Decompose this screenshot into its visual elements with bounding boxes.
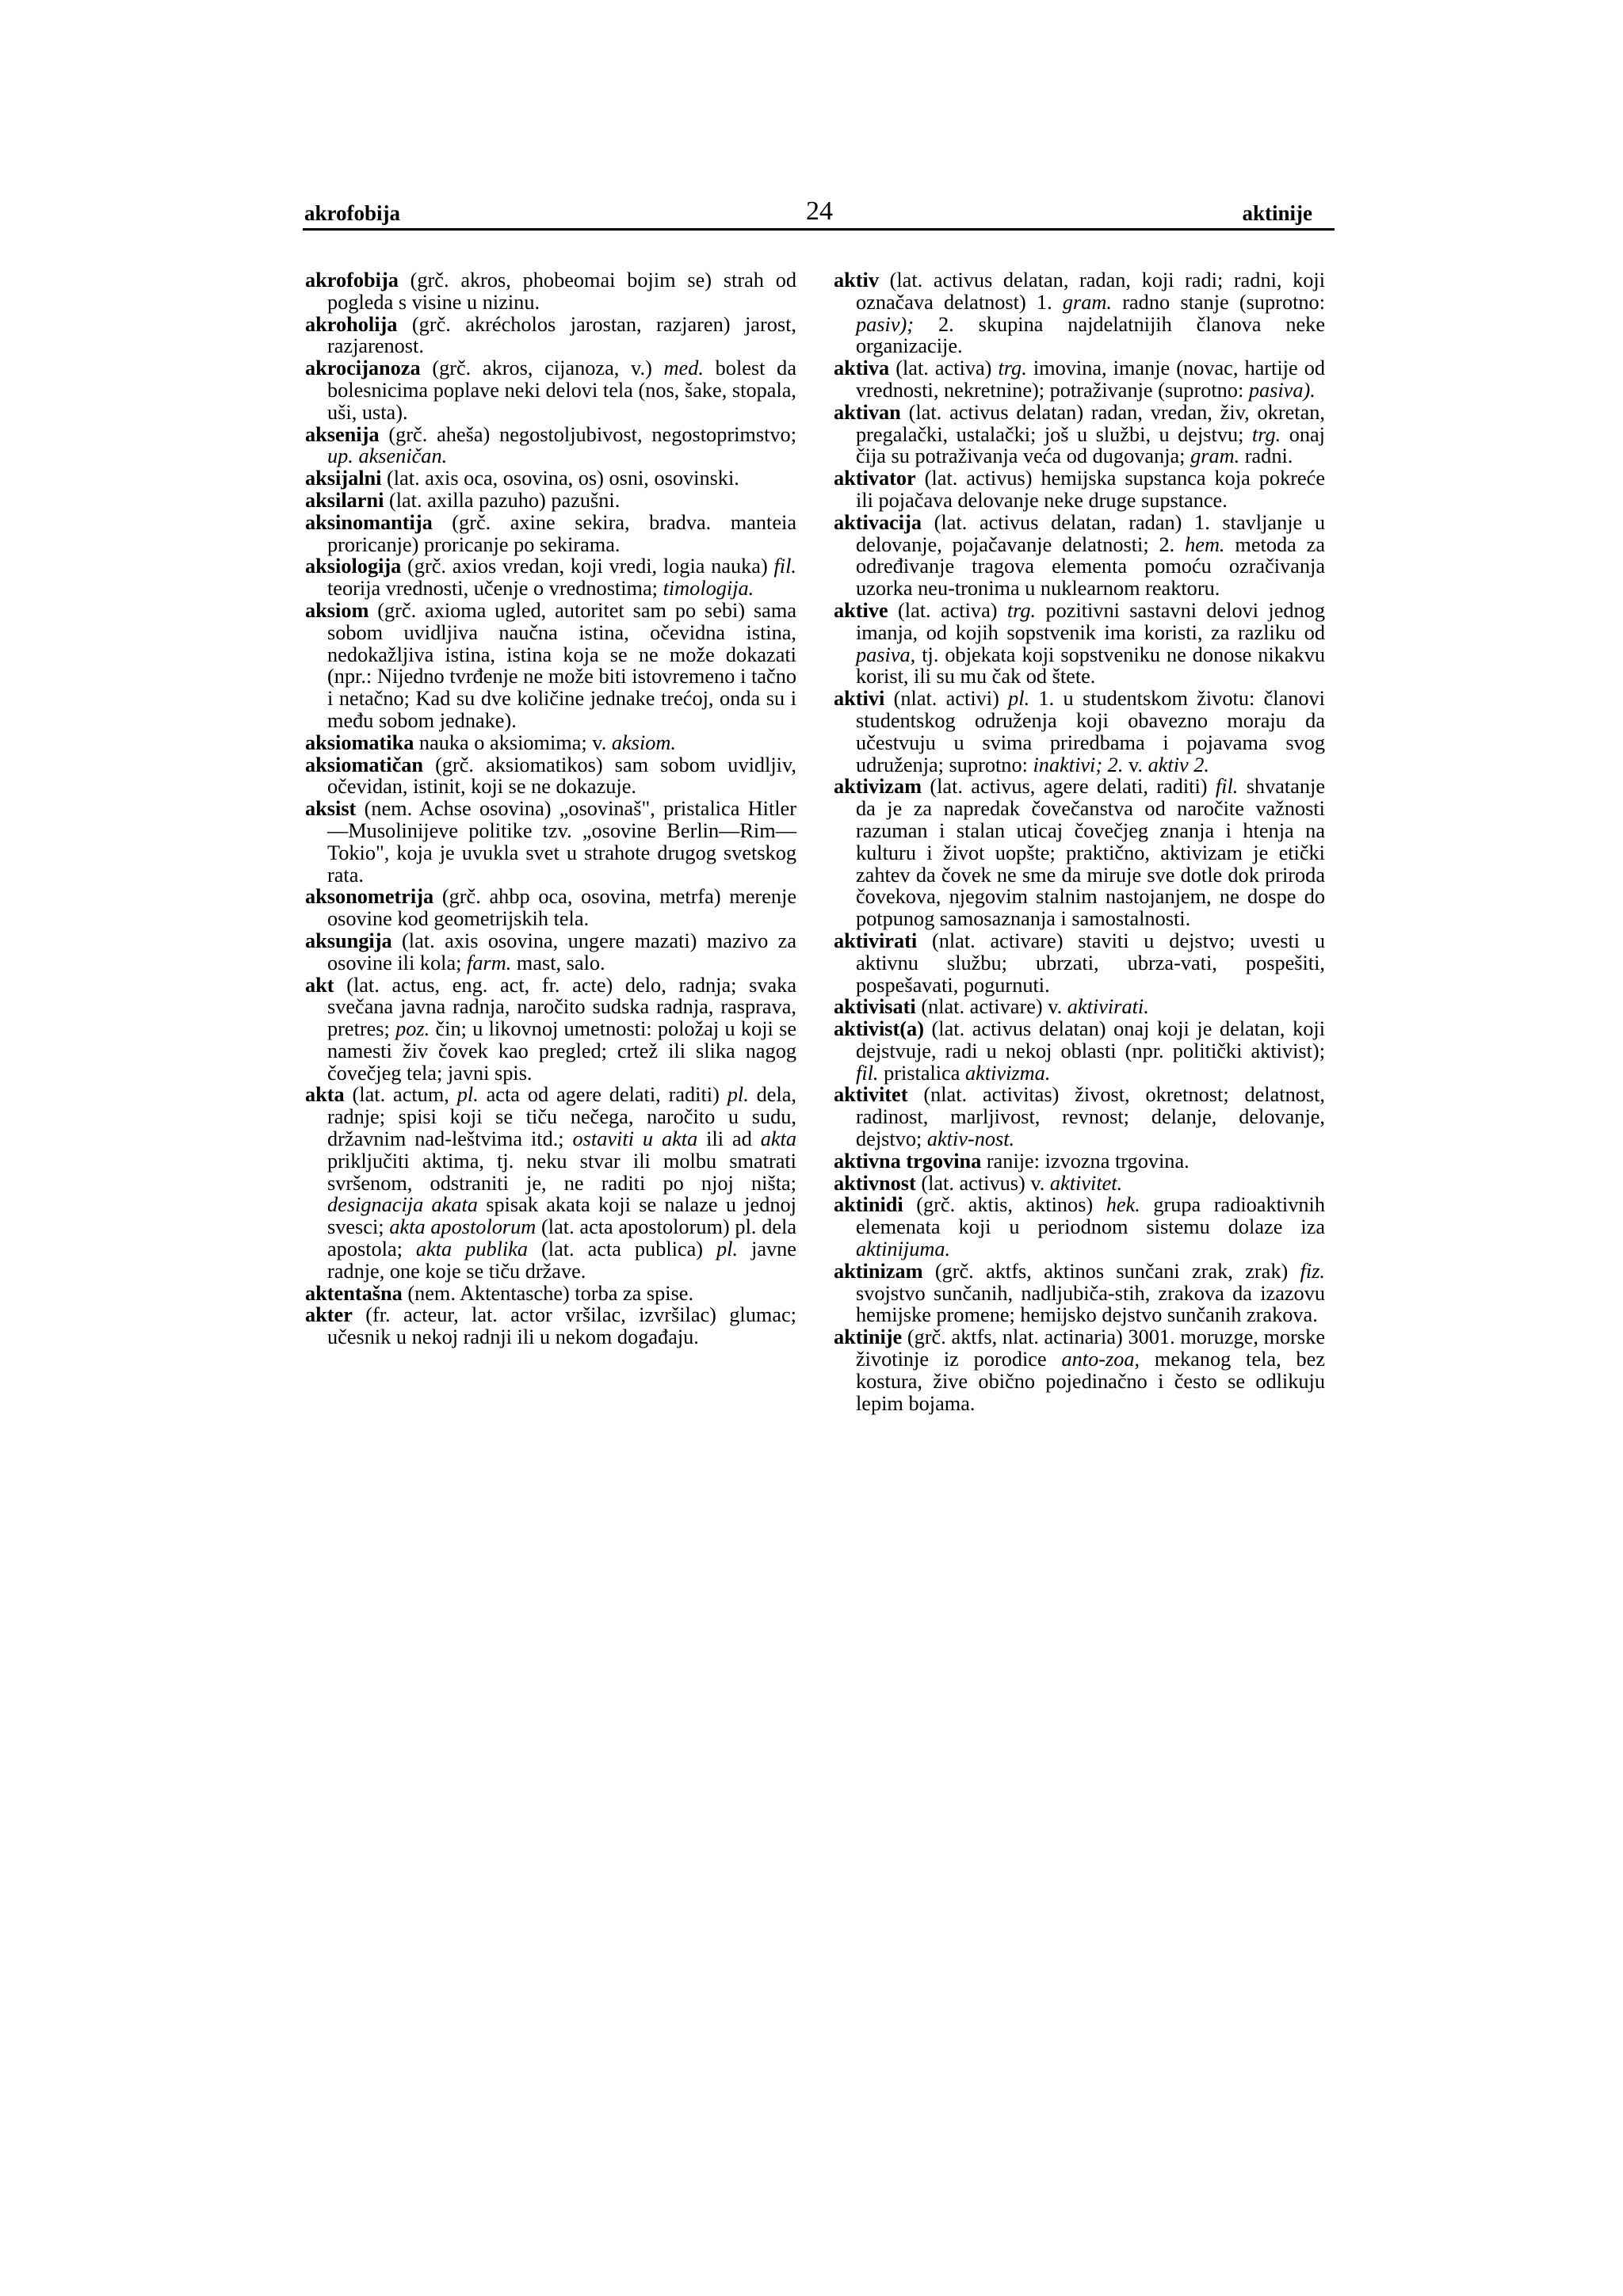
dictionary-entry [834,600,1325,688]
dictionary-entry [834,1084,1325,1150]
italic-text: poz. [395,1017,430,1041]
headword: aksinomantija [305,510,433,534]
headword: aktinije [834,1325,903,1349]
definition-text: (grč. axios vredan, koji vredi, logia nauka) [401,555,774,578]
italic-text: aktivitet. [1049,1171,1123,1195]
definition-text: nauka o aksiomima; v. [414,730,612,754]
definition-text: (grč. aksiomatikos) sam sobom uvidljiv, očevidan, istinit, koji se ne dokazuje. [327,753,796,799]
headword: aktivi [834,687,885,711]
dictionary-entry [305,754,796,799]
dictionary-entry [834,512,1325,600]
headword: aktinidi [834,1193,903,1217]
italic-text: pasiv); [856,312,915,336]
definition-text: čin; u likovnoj umetnosti: položaj u koji se namesti živ čovek kao pregled; crtež ili slika nagog čovečjeg tela; javni spis. [327,1017,796,1085]
dictionary-entry [834,1261,1325,1326]
dictionary-entry [305,1283,796,1305]
italic-text: farm. [467,951,512,974]
headword: aktentašna [305,1281,403,1305]
italic-text: anto-zoa, [1061,1348,1140,1371]
definition-text: acta od agere delati, raditi) [478,1083,727,1107]
dictionary-entry [305,732,796,754]
dictionary-entry [834,402,1325,467]
definition-text: svojstvo sunčanih, nadljubiča-stih, zrakova da izazovu hemijske promene; hemijsko dejstvo sunčanih zrakova. [856,1281,1325,1327]
dictionary-entry [305,1304,796,1348]
italic-text: fiz. [1300,1259,1325,1283]
header-rule [303,228,1335,231]
right-column [834,269,1325,1414]
definition-text: (lat. activa) [888,598,1007,622]
italic-text: pl. [1008,687,1030,711]
dictionary-entry [305,798,796,886]
definition-text: v. [1123,753,1148,776]
definition-text: onaj čija su potraživanja veća od dugovanja; [856,422,1325,468]
headword: aksist [305,797,357,821]
definition-text: (lat. acta publica) [528,1238,717,1261]
headword: aksilarni [305,488,384,512]
definition-text: (lat. activus) v. [915,1171,1050,1195]
headword: aktivnost [834,1171,916,1195]
italic-text: aktivizma. [965,1061,1051,1085]
dictionary-entry [305,424,796,468]
definition-text: (lat. activa) [889,357,999,380]
italic-text: trg. [1251,422,1281,446]
headword: aksungija [305,929,392,952]
definition-text: (lat. axis oca, osovina, os) osni, osovinski. [381,467,739,490]
headword: aksiomatika [305,730,414,754]
definition-text: (grč. akrécholos jarostan, razjaren) jarost, razjarenost. [327,312,796,358]
definition-text: (grč. ahbp oca, osovina, metrfa) merenje osovine kod geometrijskih tela. [327,885,796,931]
italic-text: timologija. [663,577,754,601]
definition-text: (grč. axioma ugled, autoritet sam po sebi) sama sobom uvidljiva naučna istina, očevidna istina, nedokažljiva istina, istina koja se ne može dokazati (npr.: Nijedno tvrđenje ne može biti istovremeno i tačno i netačno; Kad su dve količine jednake trećoj, onda su i među sobom jednake). [327,598,796,732]
dictionary-entry [834,269,1325,357]
definition-text: (lat. axis osovina, ungere mazati) mazivo za osovine ili kola; [327,929,796,974]
italic-text: pl. [727,1083,749,1107]
definition-text: (lat. actum, [344,1083,457,1107]
headword: aktiva [834,357,890,380]
dictionary-entry [305,555,796,600]
dictionary-entry [305,512,796,556]
definition-text: (nlat. activare) v. [915,995,1067,1019]
italic-text: hek. [1106,1193,1140,1217]
dictionary-entry [834,688,1325,776]
dictionary-entry [834,996,1325,1018]
definition-text: (grč. akros, cijanoza, v.) [420,357,664,380]
headword: aksijalni [305,467,382,490]
italic-text: pasiva). [1248,378,1316,402]
italic-text: akta [760,1127,796,1151]
headword: aktivisati [834,995,916,1019]
header-first-entry: akrofobija [304,201,401,225]
dictionary-entry [305,600,796,732]
dictionary-entry [305,467,796,490]
definition-text: (lat. activus delatan, radan) 1. stavljanje u delovanje, pojačavanje delatnosti; 2. [856,510,1325,556]
headword: akt [305,973,334,997]
definition-text: (lat. actus, eng. act, fr. acte) delo, radnja; svaka svečana javna radnja, naročito sudska radnja, rasprava, pretres; [327,973,796,1041]
headword: akrocijanoza [305,357,421,380]
italic-text: aktinijuma. [856,1238,951,1261]
dictionary-entry [834,1326,1325,1414]
dictionary-entry [305,1084,796,1282]
definition-text: (grč. aktfs, nlat. actinaria) 3001. moruzge, morske životinje iz porodice [856,1325,1325,1371]
italic-text: fil. [1215,775,1239,799]
headword: aktivna trgovina [834,1149,982,1173]
headword: aksonometrija [305,885,434,909]
italic-text: inaktivi; 2. [1033,753,1124,776]
left-column [305,269,796,1348]
headword: aktive [834,598,888,622]
italic-text: up. akseničan. [327,444,448,468]
definition-text: imovina, imanje (novac, hartije od vrednosti, nekretnine); potraživanje (suprotno: [856,357,1325,402]
definition-text: shvatanje da je za napredak čovečanstva od naročite važnosti razuman i stalan uticaj čovečjeg znanja i htenja na kulturu i život uopšte; praktično, aktivizam je etički zahtev da čovek ne sme da miruje sve dotle dok priroda čovekova, njegovim stalnim nastojanjem, ne dospe do potpunog samosaznanja i samostalnosti. [856,775,1325,931]
italic-text: gram. [1190,444,1240,468]
definition-text: mast, salo. [511,951,605,974]
definition-text: javne radnje, one koje se tiču države. [327,1238,796,1283]
definition-text: 1. u studentskom životu: članovi studentskog odruženja koji obavezno moraju da učestvuju u svima priredbama i pojavama svog udruženja; suprotno: [856,687,1325,776]
italic-text: akta publika [415,1238,529,1261]
definition-text: pristalica [878,1061,966,1085]
dictionary-entry [305,357,796,423]
definition-text: pozitivni sastavni delovi jednog imanja, od kojih sopstvenik ima koristi, za razliku od [856,598,1326,644]
definition-text: (nlat. activare) staviti u dejstvo; uvesti u aktivnu službu; ubrzati, ubrza-vati, pospešiti, pospešavati, pogurnuti. [856,929,1325,997]
definition-text: bolest da bolesnicima poplave neki delovi tela (nos, šake, stopala, uši, usta). [327,357,796,424]
definition-text: (nlat. activitas) živost, okretnost; delatnost, radinost, marljivost, revnost; delanje, delovanje, dejstvo; [856,1083,1325,1151]
definition-text: (grč. aheša) negostoljubivost, negostoprimstvo; [379,422,796,446]
headword: akroholija [305,312,398,336]
headword: akrofobija [305,269,399,292]
headword: aktivan [834,400,901,424]
definition-text: priključiti aktima, tj. neku stvar ili molbu smatrati svršenom, odstraniti je, ne raditi po njoj ništa; [327,1149,796,1195]
headword: aktivizam [834,775,922,799]
definition-text: metoda za određivanje tragova elementa pomoću ozračivanja uzorka neu-tronima u nuklearnom reaktoru. [856,532,1325,601]
italic-text: trg. [998,357,1027,380]
dictionary-entry [305,930,796,974]
definition-text: (grč. akros, phobeomai bojim se) strah od pogleda s visine u nizinu. [327,269,796,314]
italic-text: designacija akata [327,1193,478,1217]
definition-text: (lat. activus) hemijska supstanca koja pokreće ili pojačava delovanje neke druge supstance. [856,467,1325,512]
italic-text: aksiom. [611,730,676,754]
dictionary-entry [834,467,1325,512]
dictionary-entry [305,269,796,314]
definition-text: (fr. acteur, lat. actor vršilac, izvršilac) glumac; učesnik u nekoj radnji ili u nekom događaju. [327,1303,796,1349]
headword: aktivitet [834,1083,908,1107]
italic-text: aktiv 2. [1148,753,1209,776]
headword: aktivacija [834,510,922,534]
dictionary-entry [834,357,1325,402]
header-last-entry: aktinije [1242,201,1312,225]
dictionary-entry [834,1150,1325,1173]
definition-text: (lat. axilla pazuho) pazušni. [384,488,621,512]
dictionary-entry [834,1018,1325,1084]
italic-text: aktivirati. [1067,995,1149,1019]
dictionary-entry [305,886,796,930]
definition-text: (lat. activus delatan) onaj koji je delatan, koji dejstvuje, radi u nekoj oblasti (npr. politički aktivist); [856,1017,1325,1062]
definition-text: (lat. activus delatan) radan, vredan, živ, okretan, pregalački, ustalački; još u službi, u dejstvu; [856,400,1325,446]
page-number: 24 [806,196,833,226]
dictionary-entry [305,974,796,1085]
running-header [304,196,1335,228]
definition-text: (grč. aktis, aktinos) [903,1193,1106,1217]
definition-text: dela, radnje; spisi koji se tiču nečega, naročito u sudu, državnim nad-leštvima itd.; [327,1083,797,1151]
dictionary-entry [305,490,796,512]
headword: aksiologija [305,555,402,578]
italic-text: trg. [1006,598,1037,622]
headword: aktiv [834,269,879,292]
italic-text: aktiv-nost. [926,1127,1015,1151]
definition-text: tj. objekata koji sopstveniku ne donose nikakvu korist, ili su mu čak od štete. [856,643,1325,688]
italic-text: hem. [1185,532,1225,556]
definition-text: (grč. aktfs, aktinos sunčani zrak, zrak) [922,1259,1300,1283]
italic-text: akta apostolorum [389,1215,537,1239]
dictionary-entry [834,1194,1325,1260]
headword: aksenija [305,422,380,446]
italic-text: pasiva, [856,643,916,666]
headword: aktivirati [834,929,918,952]
definition-text: (nlat. activi) [884,687,1009,711]
definition-text: ili ad [697,1127,761,1151]
definition-text: (lat. activus delatan, radan, koji radi; radni, koji označava delatnost) 1. [856,269,1325,314]
dictionary-entry [834,1173,1325,1195]
definition-text: radni. [1239,444,1293,468]
italic-text: fil. [856,1061,879,1085]
dictionary-entry [834,930,1325,996]
headword: aksiomatičan [305,753,424,776]
headword: akter [305,1303,353,1327]
definition-text: (nem. Aktentasche) torba za spise. [402,1281,694,1305]
italic-text: pl. [716,1238,739,1261]
definition-text: spisak akata koji se nalaze u jednoj svesci; [327,1193,796,1239]
definition-text: mekanog tela, bez kostura, žive obično pojedinačno i često se odlikuju lepim bojama. [856,1348,1326,1415]
definition-text: radno stanje (suprotno: [1112,290,1325,314]
headword: aktivist(a) [834,1017,924,1041]
headword: aksiom [305,598,369,622]
headword: akta [305,1083,345,1107]
definition-text: (lat. activus, agere delati, raditi) [922,775,1216,799]
headword: aktivator [834,467,916,490]
dictionary-entry [834,776,1325,930]
definition-text: (lat. acta apostolorum) pl. dela apostola; [327,1215,796,1261]
italic-text: fil. [773,555,796,578]
italic-text: gram. [1062,290,1113,314]
definition-text: (nem. Achse osovina) „osovinaš", pristalica Hitler—Musolinijeve politike tzv. „osovine Berlin—Rim—Tokio", koja je uvukla svet u strahote drugog svetskog rata. [327,797,796,887]
dictionary-entry [305,314,796,358]
italic-text: pl. [456,1083,479,1107]
definition-text: (grč. axine sekira, bradva. manteia proricanje) proricanje po sekirama. [327,510,796,556]
italic-text: med. [663,357,704,380]
italic-text: ostaviti u akta [572,1127,698,1151]
definition-text: teorija vrednosti, učenje o vrednostima; [327,577,663,601]
headword: aktinizam [834,1259,923,1283]
definition-text: 2. skupina najdelatnijih članova neke organizacije. [856,312,1325,358]
definition-text: ranije: izvozna trgovina. [981,1149,1190,1173]
definition-text: grupa radioaktivnih elemenata koji u periodnom sistemu dolaze iza [856,1193,1325,1239]
